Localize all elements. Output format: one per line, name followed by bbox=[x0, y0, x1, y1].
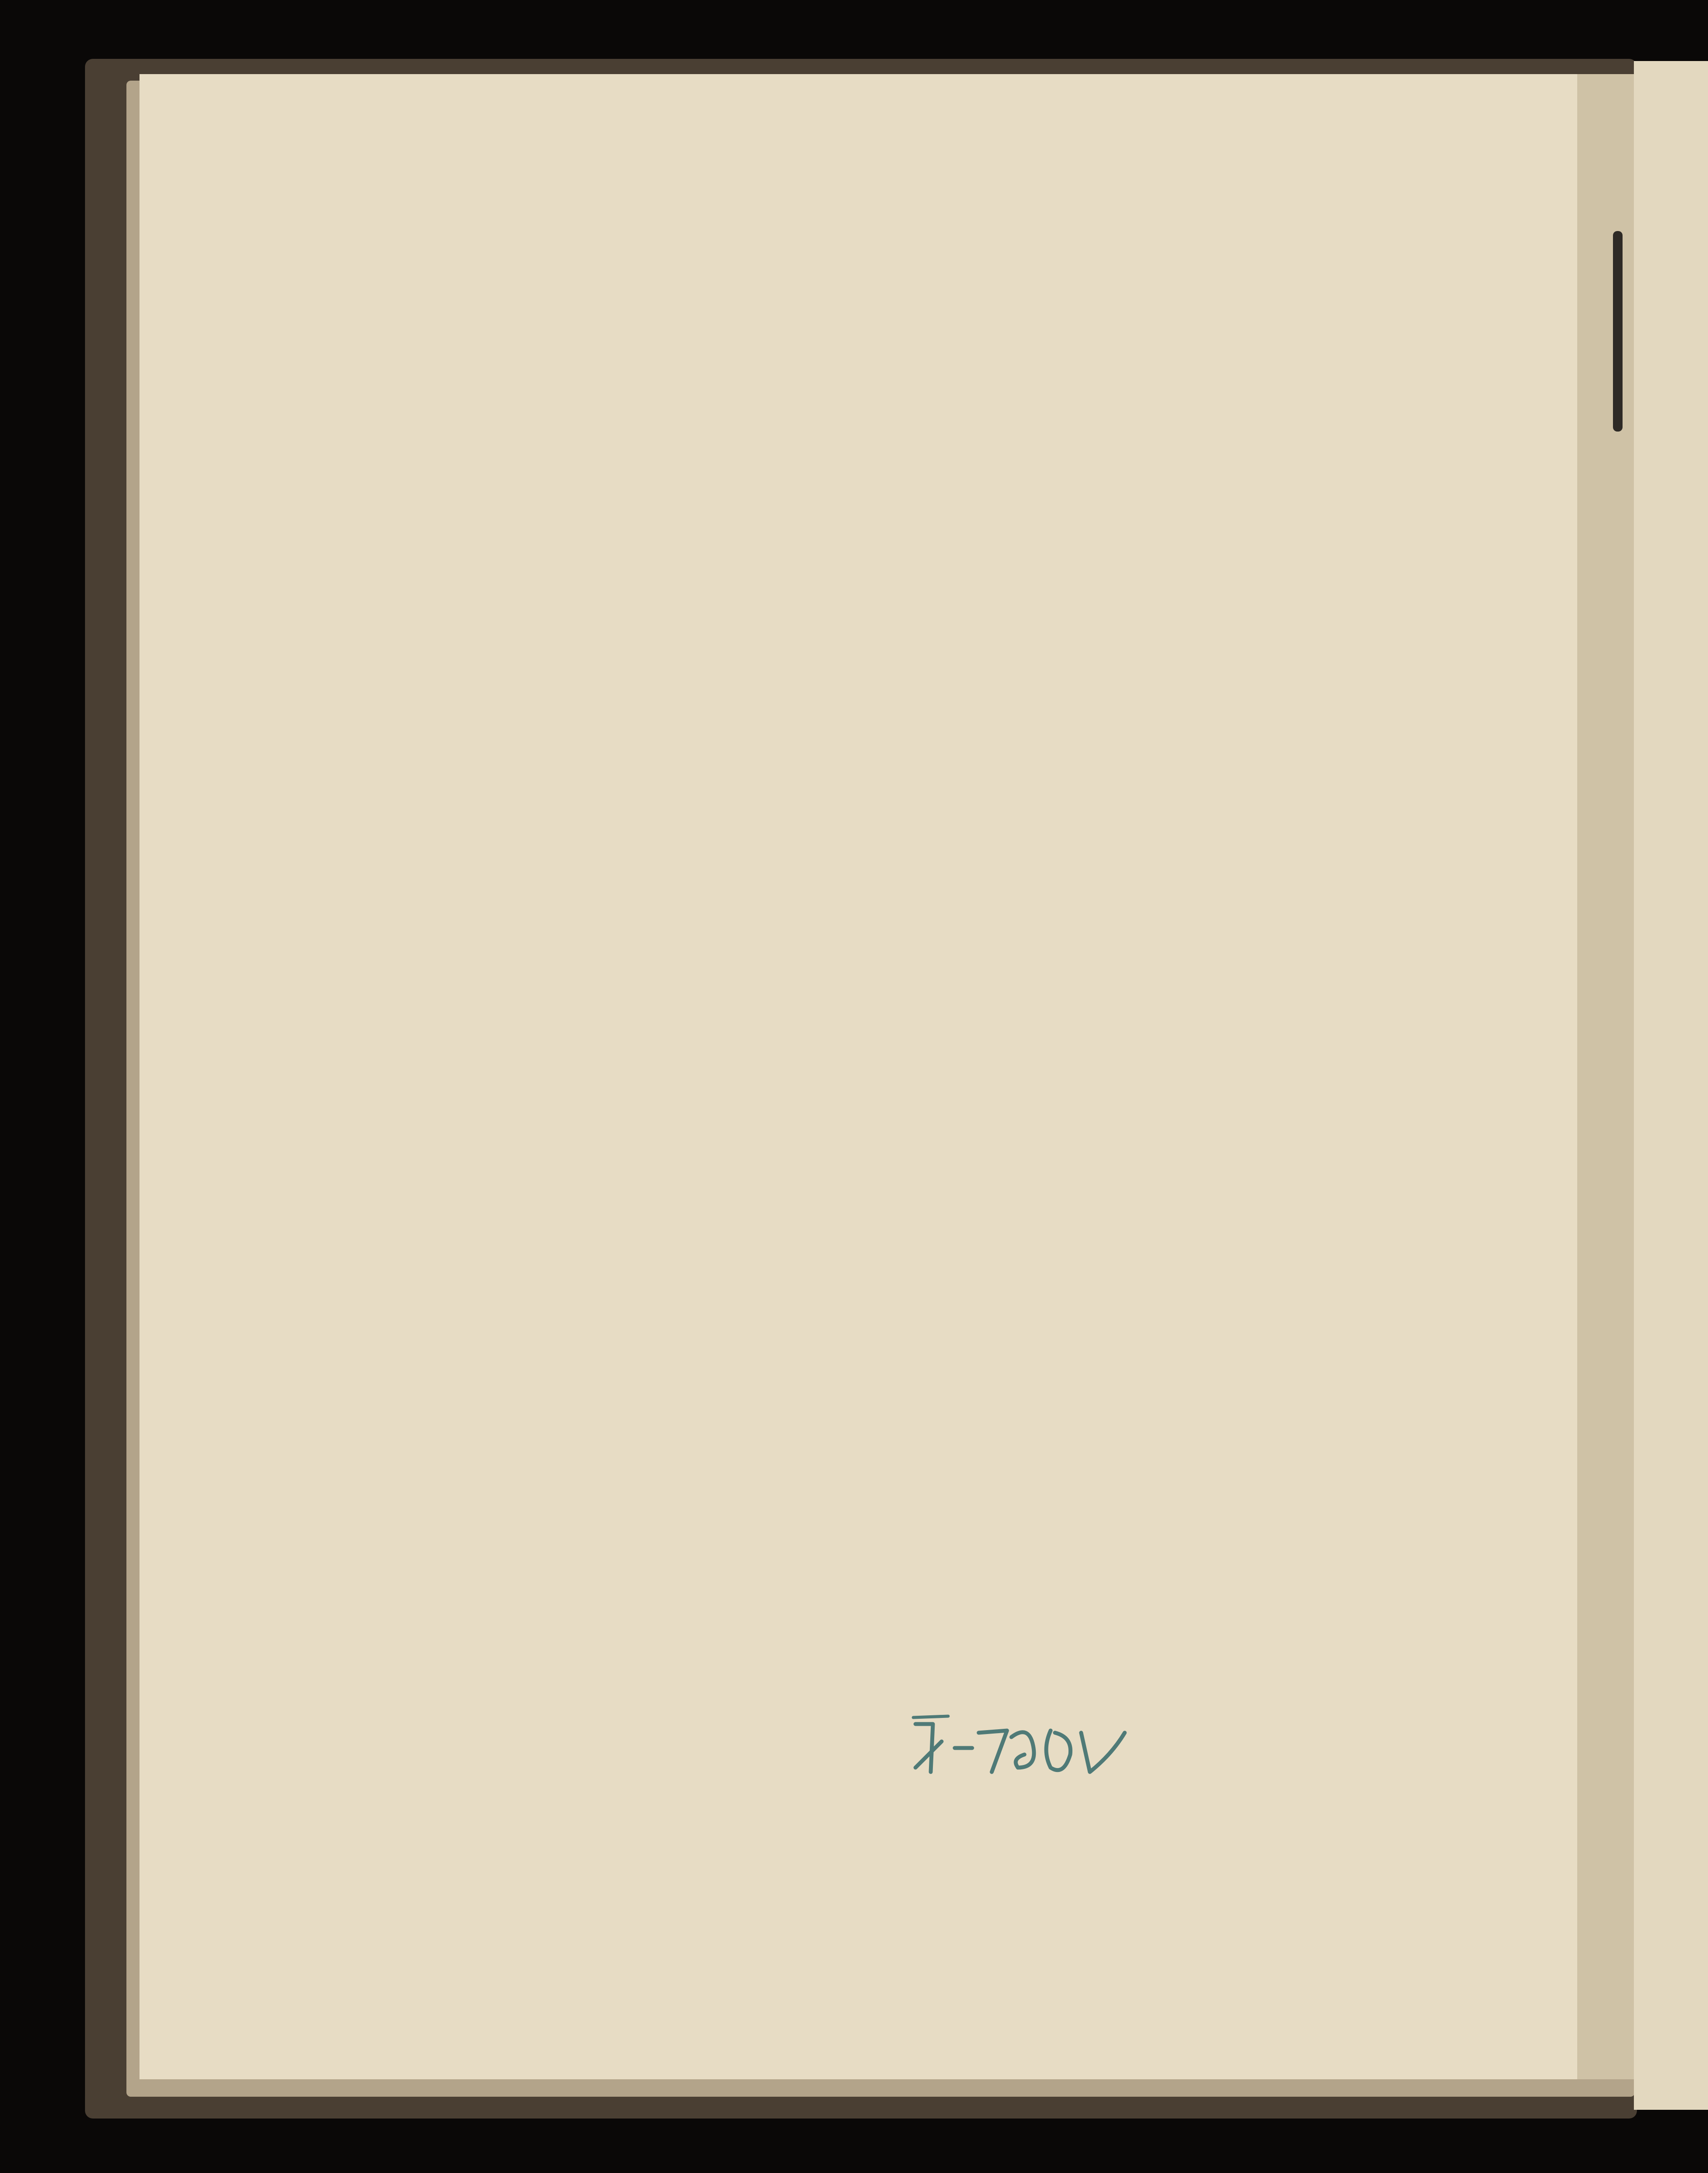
facing-page-edge bbox=[1634, 61, 1708, 2110]
page-text bbox=[445, 330, 1370, 431]
pencil-shelf-mark bbox=[907, 1707, 1133, 1781]
facing-page-shadow bbox=[1613, 231, 1623, 432]
page-gutter bbox=[1577, 74, 1634, 2079]
